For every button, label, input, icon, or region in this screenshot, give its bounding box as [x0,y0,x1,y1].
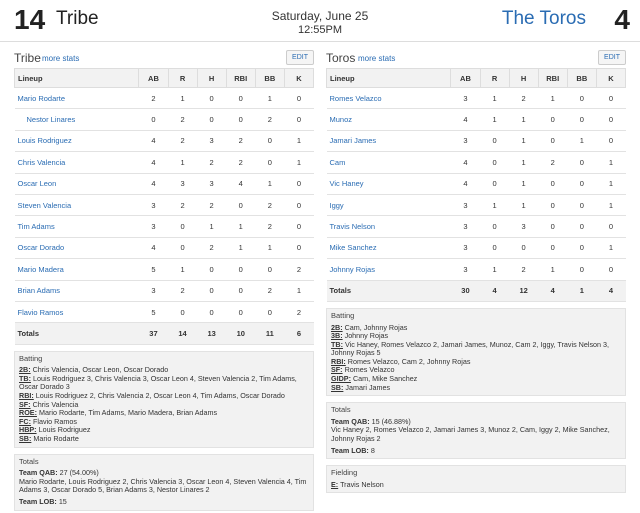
table-row [15,259,314,280]
stat-cell: 1 [168,259,197,280]
column-header-rbi: RBI [538,69,567,88]
table-row [15,216,314,237]
stat-cell: 4 [451,152,480,173]
toros-title: Toros [326,51,356,65]
batting-stat-key: SB: [331,382,344,392]
stat-cell: 1 [509,130,538,151]
player-name-link[interactable]: Nestor Linares [15,109,139,130]
stat-cell: 2 [255,280,284,301]
stat-cell: 1 [596,237,625,258]
stat-cell: 3 [197,130,226,151]
stat-cell: 0 [567,194,596,215]
stat-cell: 2 [255,109,284,130]
batting-stat-key: SB: [19,434,32,444]
stat-cell: 1 [255,237,284,258]
stat-cell: 3 [451,216,480,237]
player-name-link[interactable]: Oscar Dorado [15,237,139,258]
toros-more-stats-link[interactable]: more stats [358,54,396,63]
batting-stat-value: Flavio Ramos [32,416,77,426]
stat-cell: 1 [509,109,538,130]
stat-cell: 0 [255,130,284,151]
column-header-h: H [509,69,538,88]
fielding-stat-key: E: [331,479,339,489]
column-header-ab: AB [139,69,168,88]
stat-cell: 1 [538,259,567,280]
column-header-k: K [596,69,625,88]
stat-cell: 1 [480,194,509,215]
stat-cell: 0 [284,216,313,237]
column-header-k: K [284,69,313,88]
stat-cell: 0 [197,88,226,109]
total-cell: 37 [139,323,168,344]
lob-line [331,447,621,456]
stat-cell: 1 [596,152,625,173]
player-name-link[interactable]: Travis Nelson [327,216,451,237]
stat-cell: 1 [226,216,255,237]
stat-cell: 2 [197,237,226,258]
table-row [15,237,314,258]
stat-cell: 0 [480,237,509,258]
total-cell: 6 [284,323,313,344]
total-cell: 11 [255,323,284,344]
stat-cell: 0 [168,301,197,322]
table-row [327,237,626,258]
column-header-bb: BB [255,69,284,88]
stat-cell: 2 [139,88,168,109]
stat-cell: 0 [538,237,567,258]
tribe-title: Tribe [14,51,41,65]
stat-cell: 0 [226,280,255,301]
batting-lines [19,366,309,443]
stat-cell: 1 [596,194,625,215]
lob-value: 8 [370,445,375,455]
fielding-lines [331,481,621,490]
tribe-totals-panel [14,454,314,511]
batting-stat-key: HBP: [19,425,37,435]
stat-cell: 0 [538,173,567,194]
stat-cell: 0 [596,88,625,109]
column-header-r: R [168,69,197,88]
stat-cell: 1 [226,237,255,258]
stat-cell: 0 [567,152,596,173]
lob-label: Team LOB: [19,497,57,506]
game-time: 12:55PM [297,24,343,36]
table-row [15,301,314,322]
player-name-link[interactable]: Flavio Ramos [15,301,139,322]
stat-cell: 3 [451,237,480,258]
stat-cell: 2 [168,130,197,151]
stat-cell: 1 [509,152,538,173]
stat-cell: 0 [284,88,313,109]
table-row [15,152,314,173]
totals-title: Totals [19,456,39,466]
stat-cell: 1 [509,173,538,194]
batting-line [19,435,309,444]
player-name-link[interactable]: Iggy [327,194,451,215]
home-team-name: Tribe [56,8,99,29]
table-row [15,194,314,215]
stat-cell: 0 [596,259,625,280]
table-row [327,216,626,237]
toros-edit-button[interactable]: EDIT [598,50,626,65]
tribe-header [14,48,314,68]
player-name-link[interactable]: Jamari James [327,130,451,151]
batting-stat-value: Louis Rodriguez 2, Chris Valencia 2, Oscar Leon 4, Tim Adams, Oscar Dorado [35,391,285,401]
batting-title: Batting [19,353,43,363]
batting-stat-value: Johnny Rojas [344,331,389,341]
player-name-link[interactable]: Vic Haney [327,173,451,194]
stat-cell: 0 [255,301,284,322]
tribe-batting-panel [14,351,314,448]
stat-cell: 4 [451,109,480,130]
stat-cell: 3 [168,173,197,194]
stat-cell: 1 [255,173,284,194]
stat-cell: 0 [567,259,596,280]
batting-stat-key: ROE: [19,408,37,418]
table-header-row [327,69,626,88]
batting-stat-key: RBI: [331,356,346,366]
table-row [327,130,626,151]
stat-cell: 1 [168,152,197,173]
batting-stat-value: Vic Haney, Romes Velazco 2, Jamari James, Munoz, Cam 2, Iggy, Travis Nelson 3, Johnny Rojas 5 [331,339,610,358]
away-score: 4 [614,4,630,35]
stat-cell: 4 [451,173,480,194]
stat-cell: 0 [480,216,509,237]
table-header-row [15,69,314,88]
toros-totals-panel [326,402,626,459]
table-row [327,88,626,109]
stat-cell: 4 [139,152,168,173]
stat-cell: 1 [480,259,509,280]
column-header-lineup: Lineup [15,69,139,88]
tribe-edit-button[interactable]: EDIT [286,50,314,65]
stat-cell: 2 [538,152,567,173]
column-header-r: R [480,69,509,88]
stat-cell: 3 [451,130,480,151]
stat-cell: 1 [480,109,509,130]
away-team-name[interactable]: The Toros [501,8,586,29]
stat-cell: 0 [480,130,509,151]
batting-stat-key: SF: [331,365,343,375]
stat-cell: 5 [139,301,168,322]
player-name-link[interactable]: Mario Madera [15,259,139,280]
stat-cell: 2 [168,109,197,130]
stat-cell: 0 [596,216,625,237]
stat-cell: 3 [139,280,168,301]
stat-cell: 0 [538,109,567,130]
stat-cell: 2 [168,280,197,301]
stat-cell: 0 [567,173,596,194]
batting-stat-key: 3B: [331,331,343,341]
stat-cell: 0 [596,109,625,130]
player-name-link[interactable]: Steven Valencia [15,194,139,215]
toros-fielding-panel [326,465,626,493]
table-row [15,130,314,151]
total-cell: 1 [567,280,596,301]
toros-box-score-table [326,68,626,302]
player-name-link[interactable]: Chris Valencia [15,152,139,173]
stat-cell: 0 [197,259,226,280]
table-row [327,194,626,215]
stat-cell: 0 [567,216,596,237]
qab-label: Team QAB: [19,468,58,478]
stat-cell: 0 [567,88,596,109]
player-name-link[interactable]: Tim Adams [15,216,139,237]
stat-cell: 1 [538,88,567,109]
stat-cell: 1 [596,173,625,194]
batting-stat-value: Louis Rodriguez 3, Chris Valencia 3, Oscar Leon 4, Steven Valencia 2, Tim Adams, Oscar Dorado 3 [19,373,297,392]
stat-cell: 0 [284,194,313,215]
toros-header [326,48,626,68]
stat-cell: 4 [226,173,255,194]
table-row [15,280,314,301]
batting-stat-key: TB: [19,373,31,383]
stat-cell: 3 [139,194,168,215]
column-header-ab: AB [451,69,480,88]
stat-cell: 0 [284,237,313,258]
stat-cell: 3 [451,194,480,215]
stat-cell: 5 [139,259,168,280]
stat-cell: 0 [596,130,625,151]
player-name-link[interactable]: Louis Rodriguez [15,130,139,151]
stat-cell: 0 [284,109,313,130]
home-score: 14 [14,4,46,35]
batting-stat-value: Louis Rodriguez [38,425,91,435]
qab-value: 15 (46.88%) [371,416,411,426]
batting-stat-value: Romes Velazco [344,365,395,375]
stat-cell: 0 [538,194,567,215]
total-cell: 30 [451,280,480,301]
lob-line [19,498,309,507]
batting-stat-key: RBI: [19,391,34,401]
player-name-link[interactable]: Johnny Rojas [327,259,451,280]
fielding-title: Fielding [331,468,358,478]
total-cell: 4 [480,280,509,301]
player-name-link[interactable]: Brian Adams [15,280,139,301]
stat-cell: 3 [451,259,480,280]
batting-stat-value: Cam, Mike Sanchez [352,374,418,384]
batting-stat-key: GIDP: [331,374,351,384]
stat-cell: 0 [255,152,284,173]
batting-stat-value: Chris Valencia [32,399,79,409]
stat-cell: 0 [168,237,197,258]
player-name-link[interactable]: Romes Velazco [327,88,451,109]
tribe-more-stats-link[interactable]: more stats [42,54,80,63]
stat-cell: 4 [139,173,168,194]
stat-cell: 1 [197,216,226,237]
batting-stat-key: 2B: [331,322,343,332]
stat-cell: 0 [226,109,255,130]
stat-cell: 0 [197,280,226,301]
stat-cell: 0 [197,109,226,130]
stat-cell: 3 [451,88,480,109]
stat-cell: 3 [139,216,168,237]
stat-cell: 1 [284,280,313,301]
stat-cell: 0 [480,152,509,173]
qab-value: 27 (54.00%) [59,468,99,478]
stat-cell: 1 [168,88,197,109]
player-name-link[interactable]: Cam [327,152,451,173]
column-header-lineup: Lineup [327,69,451,88]
stat-cell: 0 [226,194,255,215]
stat-cell: 1 [509,194,538,215]
totals-row [15,323,314,344]
batting-stat-value: Mario Rodarte [33,434,79,444]
batting-stat-key: 2B: [19,365,31,375]
game-date: Saturday, June 25 [271,9,369,23]
stat-cell: 1 [480,88,509,109]
stat-cell: 2 [197,152,226,173]
qab-label: Team QAB: [331,416,370,426]
fielding-line [331,481,621,490]
batting-stat-key: SF: [19,399,31,409]
table-row [327,173,626,194]
stat-cell: 2 [197,194,226,215]
table-row [327,152,626,173]
batting-stat-value: Romes Velazco, Cam 2, Johnny Rojas [347,356,471,366]
total-cell: 14 [168,323,197,344]
stat-cell: 2 [284,301,313,322]
stat-cell: 0 [226,301,255,322]
stat-cell: 0 [538,216,567,237]
stat-cell: 0 [567,237,596,258]
table-row [327,109,626,130]
stat-cell: 2 [284,259,313,280]
toros-column [326,48,626,493]
stat-cell: 4 [139,130,168,151]
player-name-link[interactable]: Mario Rodarte [15,88,139,109]
stat-cell: 0 [509,237,538,258]
column-header-h: H [197,69,226,88]
stat-cell: 2 [226,152,255,173]
table-row [15,88,314,109]
stat-cell: 0 [538,130,567,151]
stat-cell: 3 [197,173,226,194]
table-row [15,173,314,194]
batting-stat-value: Chris Valencia, Oscar Leon, Oscar Dorado [32,365,169,375]
game-header [0,0,640,42]
stat-cell: 3 [509,216,538,237]
stat-cell: 2 [168,194,197,215]
tribe-column [14,48,314,511]
stat-cell: 1 [284,152,313,173]
batting-line [19,375,309,392]
batting-line [331,341,621,358]
tribe-box-score-table [14,68,314,345]
stat-cell: 0 [197,301,226,322]
player-name-link[interactable]: Oscar Leon [15,173,139,194]
batting-stat-key: TB: [331,339,343,349]
stat-cell: 1 [284,130,313,151]
column-header-rbi: RBI [226,69,255,88]
stat-cell: 0 [480,173,509,194]
toros-batting-panel [326,308,626,396]
qab-detail: Mario Rodarte, Louis Rodriguez 2, Chris Valencia 3, Oscar Leon 4, Steven Valencia 4, Tim Adams 3, Oscar Dorado 5, Brian Adams 3, Nestor Linares 2 [19,476,307,495]
stat-cell: 0 [139,109,168,130]
stat-cell: 0 [168,216,197,237]
batting-stat-value: Mario Rodarte, Tim Adams, Mario Madera, Brian Adams [38,408,218,418]
stat-cell: 1 [567,130,596,151]
total-cell: 10 [226,323,255,344]
batting-lines [331,324,621,393]
totals-row [327,280,626,301]
stat-cell: 0 [226,88,255,109]
stat-cell: 4 [139,237,168,258]
batting-stat-value: Cam, Johnny Rojas [344,322,408,332]
stat-cell: 0 [567,109,596,130]
stat-cell: 2 [226,130,255,151]
lob-value: 15 [58,497,67,506]
stat-cell: 2 [509,259,538,280]
total-cell: 13 [197,323,226,344]
stat-cell: 2 [255,194,284,215]
batting-title: Batting [331,310,355,320]
batting-line [331,384,621,393]
player-name-link[interactable]: Mike Sanchez [327,237,451,258]
stat-cell: 0 [226,259,255,280]
batting-stat-value: Jamari James [345,382,391,392]
stat-cell: 0 [284,173,313,194]
stat-cell: 2 [255,216,284,237]
qab-detail: Vic Haney 2, Romes Velazco 2, Jamari James 3, Munoz 2, Cam, Iggy 2, Mike Sanchez, Johnny Rojas 2 [331,425,610,444]
fielding-stat-value: Travis Nelson [340,479,384,489]
stat-cell: 0 [255,259,284,280]
table-row [327,259,626,280]
player-name-link[interactable]: Munoz [327,109,451,130]
total-cell: 4 [596,280,625,301]
column-header-bb: BB [567,69,596,88]
totals-title: Totals [331,405,351,415]
total-cell: 12 [509,280,538,301]
stat-cell: 2 [509,88,538,109]
lob-label: Team LOB: [331,445,369,455]
total-cell: 4 [538,280,567,301]
stat-cell: 1 [255,88,284,109]
totals-label: Totals [15,323,139,344]
batting-stat-key: FC: [19,416,31,426]
totals-label: Totals [327,280,451,301]
table-row [15,109,314,130]
